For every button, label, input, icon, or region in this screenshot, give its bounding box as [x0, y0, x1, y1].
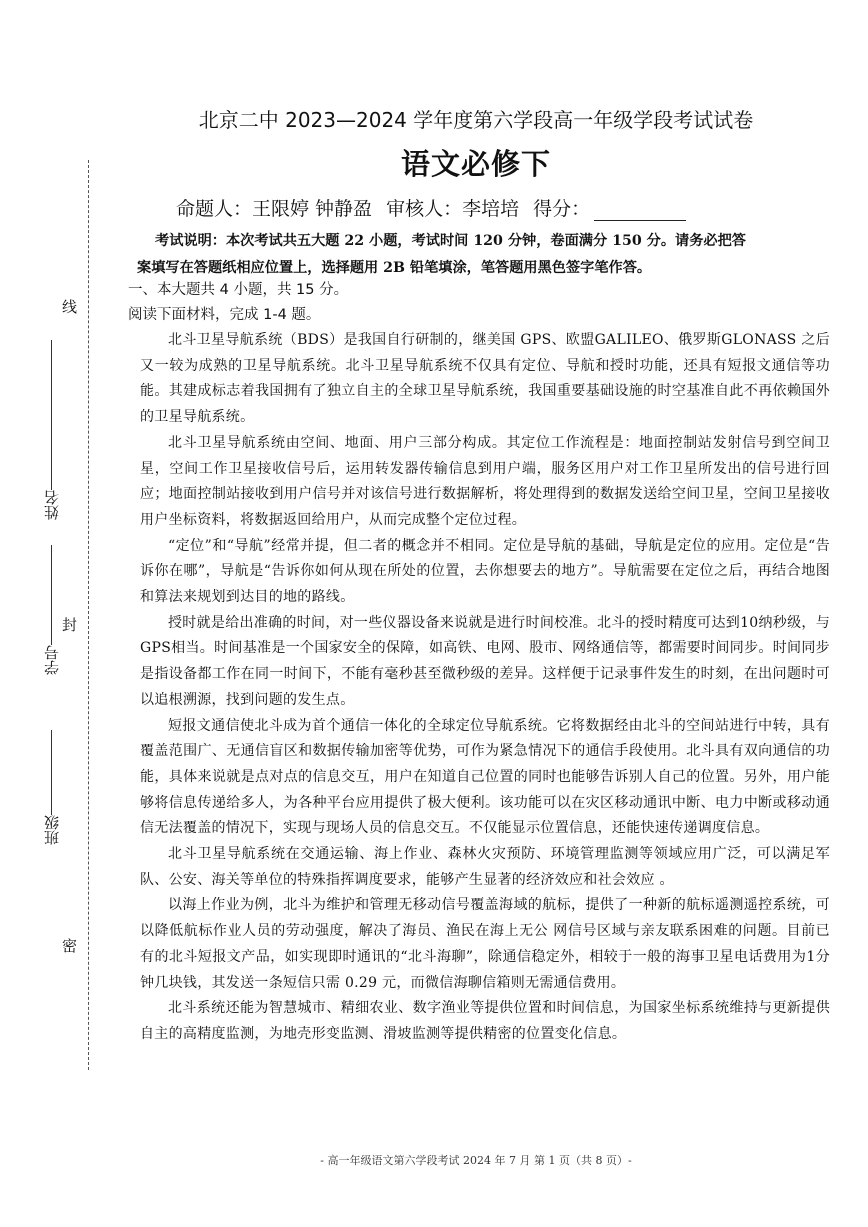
binding-mark-mi: 密 [62, 937, 78, 955]
instructions-line-2: 案填写在答题纸相应位置上，选择题用 2B 铅笔填涂，笔答题用黑色签字笔作答。 [137, 260, 652, 276]
reviewer-label: 审核人： [386, 198, 463, 220]
exam-title: 北京二中 2023—2024 学年度第六学段高一年级学段考试试卷 [198, 108, 754, 132]
student-id-label: 学号 [42, 645, 61, 675]
name-label: 姓名 [42, 490, 61, 520]
setters-label: 命题人： [176, 198, 253, 220]
class-underline [51, 730, 52, 815]
score-blank[interactable] [594, 200, 686, 221]
passage-paragraph: “定位”和“导航”经常并提，但二者的概念并不相同。定位是导航的基础，导航是定位的应用。定位是“告诉你在哪”，导航是“告诉你如何从现在所处的位置，去你想要去的地方”。导航需要在定位之后，再结合地图和算法来规划到达目的地的路线。 [140, 537, 830, 606]
class-field[interactable] [30, 730, 72, 845]
author-line [176, 194, 686, 221]
section-prompt: 阅读下面材料，完成 1-4 题。 [128, 307, 321, 323]
exam-instructions [137, 228, 795, 282]
passage-paragraph: 以海上作业为例，北斗为维护和管理无移动信号覆盖海域的航标，提供了一种新的航标遥测遥控系统，可以降低航标作业人员的劳动强度，解决了海员、渔民在海上无公 网信号区域与亲友联系困难的问题。目前已有的北斗短报文产品，如实现即时通讯的“北斗海聊”，除通信稳定外，相较于一般的海事卫星电话费用为1分钟几块钱，其发送一条短信只需 0.29 元，而微信海聊信箱则无需通信费用。 [140, 897, 830, 991]
page-footer: - 高一年级语文第六学段考试 2024 年 7 月 第 1 页（共 8 页）- [320, 1154, 632, 1167]
class-label: 班级 [42, 815, 61, 845]
instructions-line-1: 考试说明：本次考试共五大题 22 小题，考试时间 120 分钟，卷面满分 150 分。请务必把答 [155, 233, 746, 249]
passage-paragraph: 北斗卫星导航系统（BDS）是我国自行研制的，继美国 GPS、欧盟GALILEO、俄罗斯GLONASS 之后又一较为成熟的卫星导航系统。北斗卫星导航系统不仅具有定位、导航和授时功能，还具有短报文通信等功能。其建成标志着我国拥有了独立自主的全球卫星导航系统，我国重要基础设施的时空基准自此不再依赖国外的卫星导航系统。 [140, 332, 830, 426]
passage-paragraph: 短报文通信使北斗成为首个通信一体化的全球定位导航系统。它将数据经由北斗的空间站进行中转，具有覆盖范围广、无通信盲区和数据传输加密等优势，可作为紧急情况下的通信手段使用。北斗具有双向通信的功能，具体来说就是点对点的信息交互，用户在知道自己位置的同时也能够告诉别人自己的位置。另外，用户能够将信息传递给多人，为各种平台应用提供了极大便利。该功能可以在灾区移动通讯中断、电力中断或移动通信无法覆盖的情况下，实现与现场人员的信息交互。不仅能显示位置信息，还能快速传递调度信息。 [140, 717, 830, 837]
name-field[interactable] [30, 340, 72, 520]
binding-mark-feng: 封 [62, 616, 78, 634]
reviewer-name: 李培培 [462, 198, 520, 220]
name-underline [51, 340, 52, 490]
passage-paragraph: 北斗系统还能为智慧城市、精细农业、数字渔业等提供位置和时间信息，为国家坐标系统维持与更新提供自主的高精度监测，为地壳形变监测、滑坡监测等提供精密的位置变化信息。 [140, 1000, 830, 1042]
student-id-field[interactable] [30, 545, 72, 675]
setters-names: 王限婷 钟静盈 [252, 198, 373, 220]
binding-dashed-line [88, 160, 89, 1070]
score-label: 得分： [533, 198, 591, 220]
passage-paragraph: 北斗卫星导航系统在交通运输、海上作业、森林火灾预防、环境管理监测等领域应用广泛，可以满足军队、公安、海关等单位的特殊指挥调度要求，能够产生显著的经济效应和社会效应 。 [140, 846, 830, 888]
passage-paragraph: 授时就是给出准确的时间，对一些仪器设备来说就是进行时间校准。北斗的授时精度可达到10纳秒级，与GPS相当。时间基准是一个国家安全的保障，如高铁、电网、股市、网络通信等，都需要时间同步。时间同步是指设备都工作在同一时间下，不能有毫秒甚至微秒级的差异。这样便于记录事件发生的时刻，在出问题时可以追根溯源，找到问题的发生点。 [140, 614, 830, 708]
passage-paragraph: 北斗卫星导航系统由空间、地面、用户三部分构成。其定位工作流程是：地面控制站发射信号到空间卫星，空间工作卫星接收信号后，运用转发器传输信息到用户端，服务区用户对工作卫星所发出的信号进行回应；地面控制站接收到用户信号并对该信号进行数据解析，将处理得到的数据发送给空间卫星，空间卫星接收用户坐标资料，将数据返回给用户，从而完成整个定位过程。 [140, 434, 830, 528]
binding-mark-xian: 线 [62, 298, 78, 316]
section-heading: 一、本大题共 4 小题，共 15 分。 [128, 282, 349, 298]
subject-title: 语文必修下 [400, 147, 551, 181]
student-id-underline [51, 545, 52, 645]
reading-passage [140, 328, 830, 1048]
